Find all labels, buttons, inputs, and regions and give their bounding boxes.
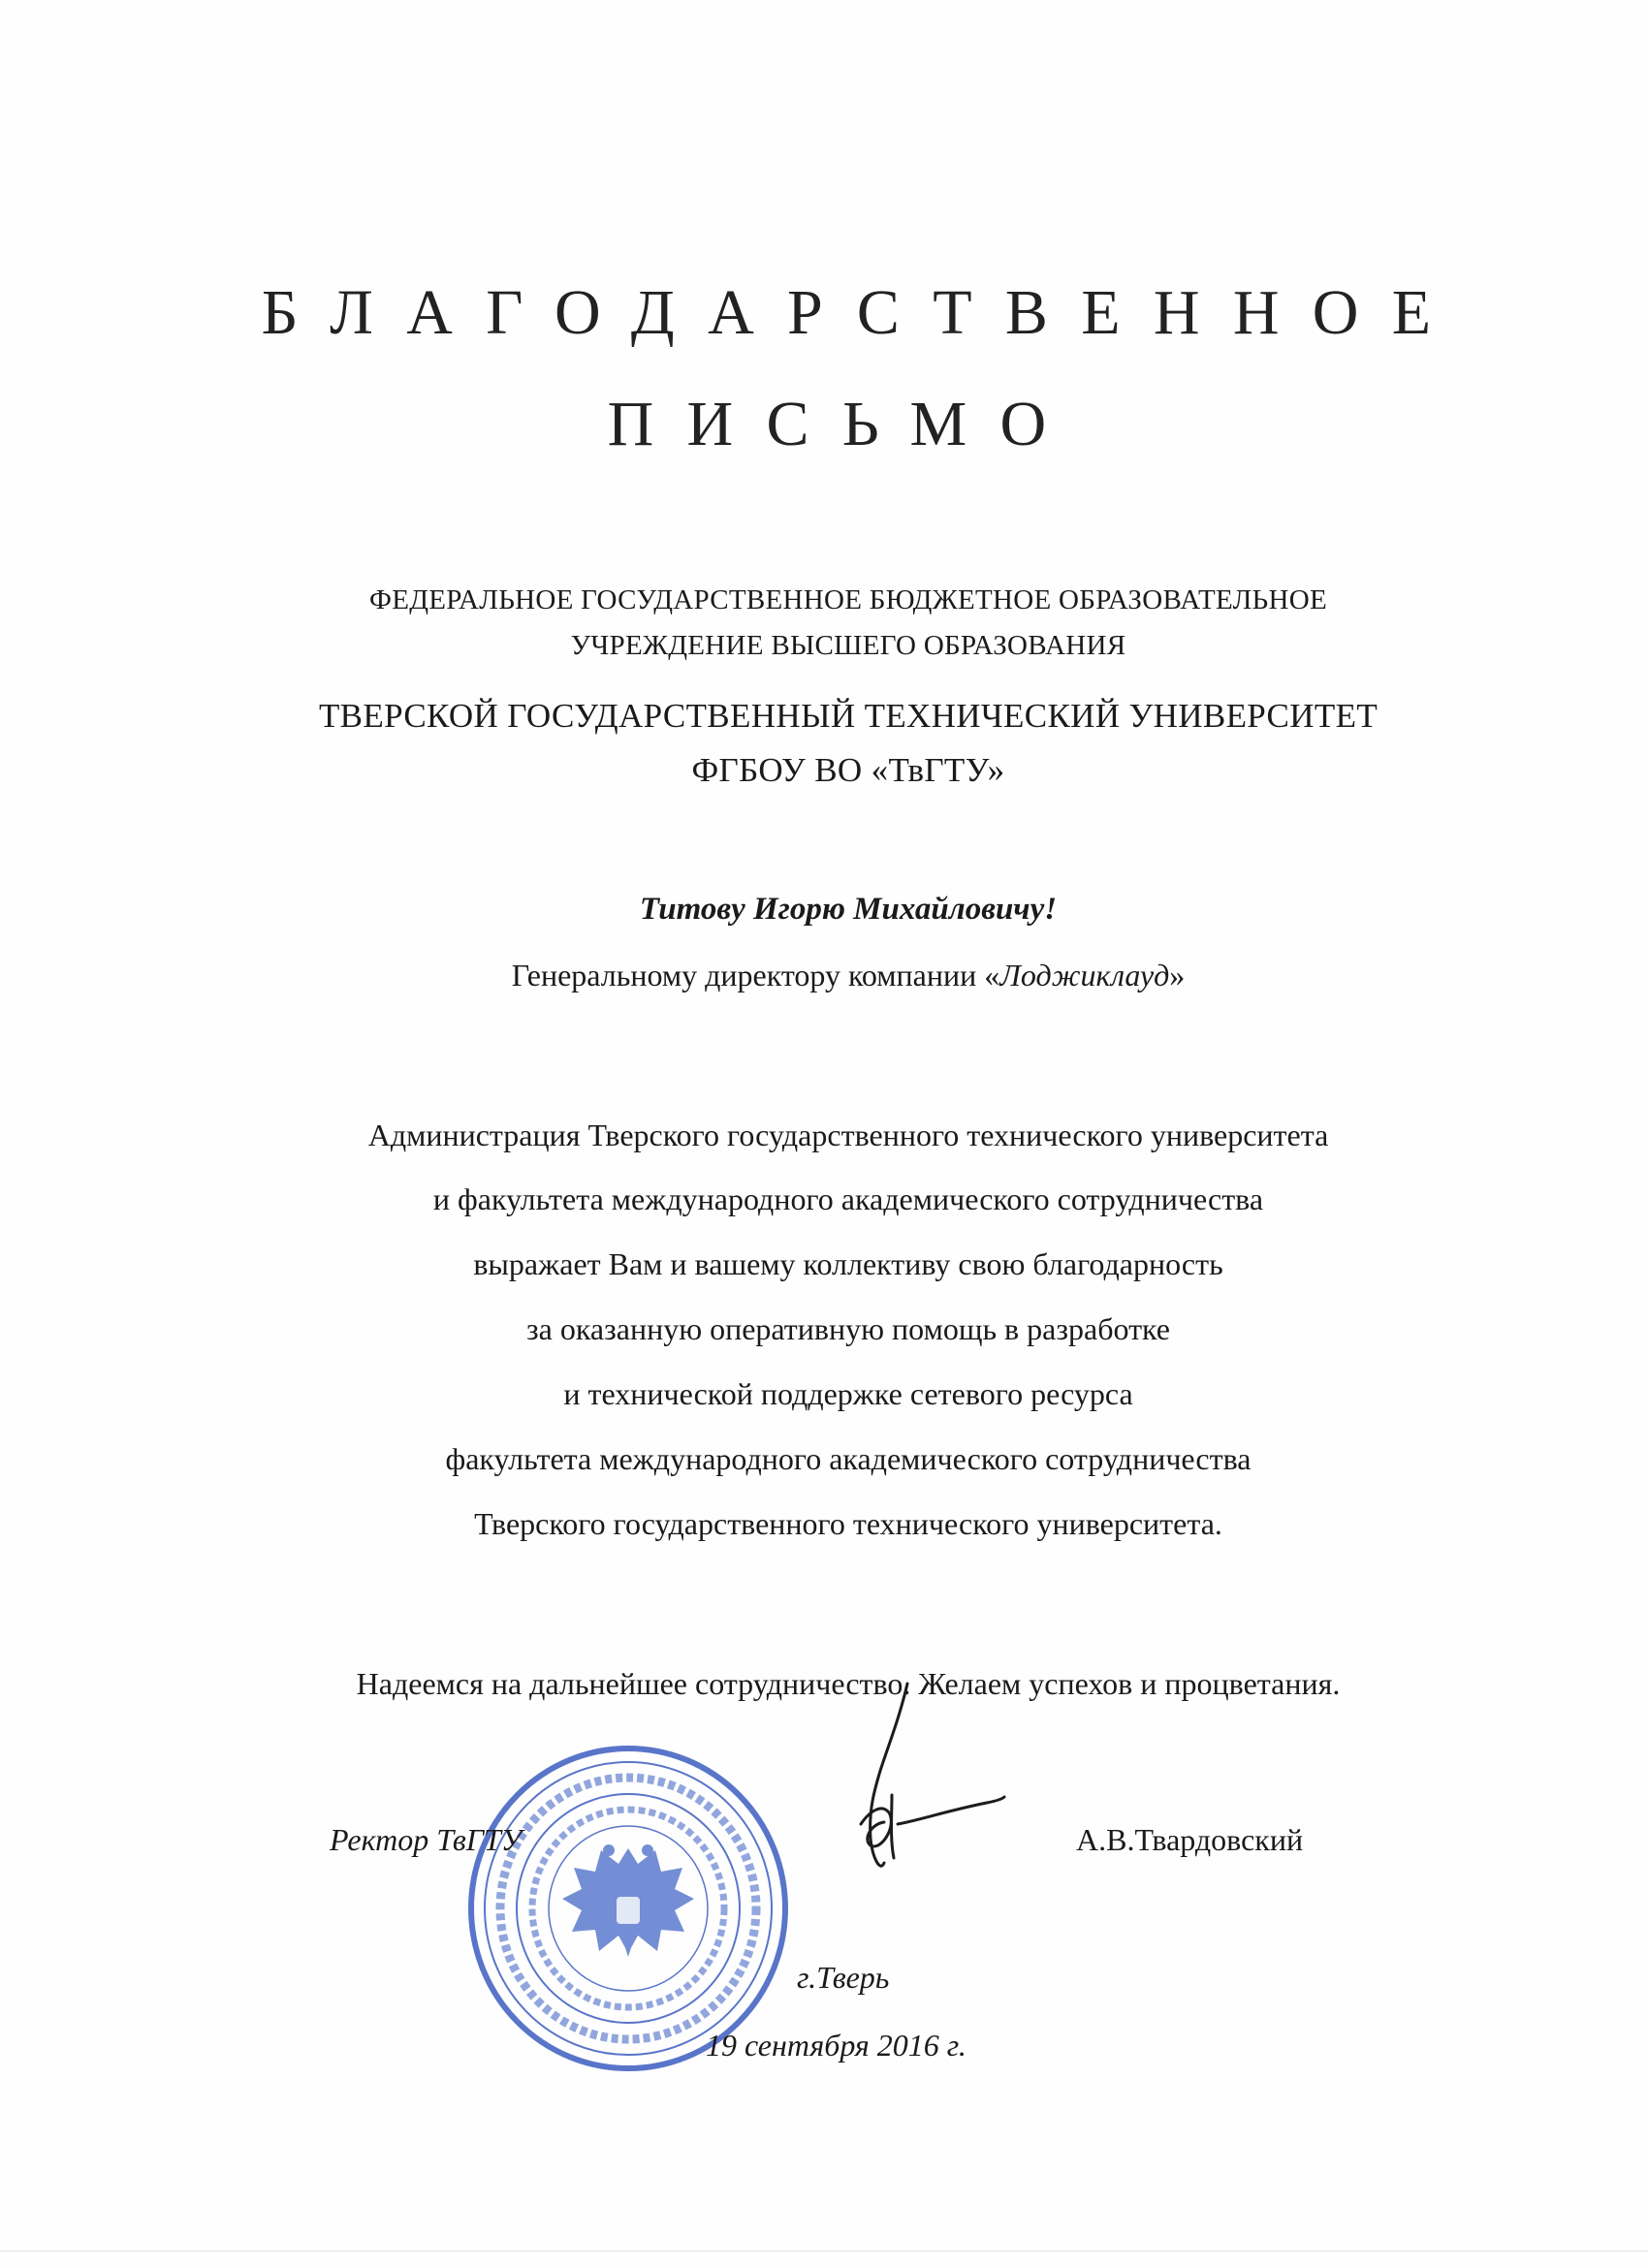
recipient-name: Титову Игорю Михайловичу! [639,892,1058,927]
recipient-position-prefix: Генеральному директору компании « [511,958,1000,992]
signatory-title: Ректор ТвГТУ [330,1822,523,1857]
body-line-3: выражает Вам и вашему коллективу свою благодарность [473,1246,1223,1281]
body-line-2: и факультета международного академического сотрудничества [432,1181,1264,1216]
double-headed-eagle-icon [562,1844,694,1957]
recipient-position-suffix: » [1169,958,1186,992]
rector-signature-icon [841,1679,1006,1897]
body-line-5: и технической поддержке сетевого ресурса [563,1376,1133,1411]
body-line-1: Администрация Тверского государственного технического университета [367,1118,1329,1152]
university-name-line-1: ТВЕРСКОЙ ГОСУДАРСТВЕННЫЙ ТЕХНИЧЕСКИЙ УНИВЕРСИТЕТ [318,697,1379,735]
letter-date: 19 сентября 2016 г. [706,2028,967,2063]
recipient-company: Лоджиклауд [999,958,1170,992]
closing-line: Надеемся на дальнейшее сотрудничество. Желаем успехов и процветания. [356,1666,1341,1701]
page-edge-divider [0,2251,1648,2252]
letter-place: г.Тверь [797,1960,890,1995]
body-line-4: за оказанную оперативную помощь в разработке [525,1311,1170,1346]
institution-line-2: УЧРЕЖДЕНИЕ ВЫСШЕГО ОБРАЗОВАНИЯ [570,630,1126,661]
letter-title-line-1: БЛАГОДАРСТВЕННОЕ [261,277,1465,348]
signatory-name: А.В.Твардовский [1076,1822,1304,1857]
university-seal-icon [463,1742,793,2076]
university-name-line-2: ФГБОУ ВО «ТвГТУ» [691,751,1005,789]
institution-line-1: ФЕДЕРАЛЬНОЕ ГОСУДАРСТВЕННОЕ БЮДЖЕТНОЕ ОБРАЗОВАТЕЛЬНОЕ [369,584,1327,615]
body-line-7: Тверского государственного технического университета. [474,1506,1222,1541]
letter-title-line-2: ПИСЬМО [607,389,1080,459]
body-line-6: факультета международного академического сотрудничества [445,1441,1252,1476]
recipient-position [0,960,1648,991]
